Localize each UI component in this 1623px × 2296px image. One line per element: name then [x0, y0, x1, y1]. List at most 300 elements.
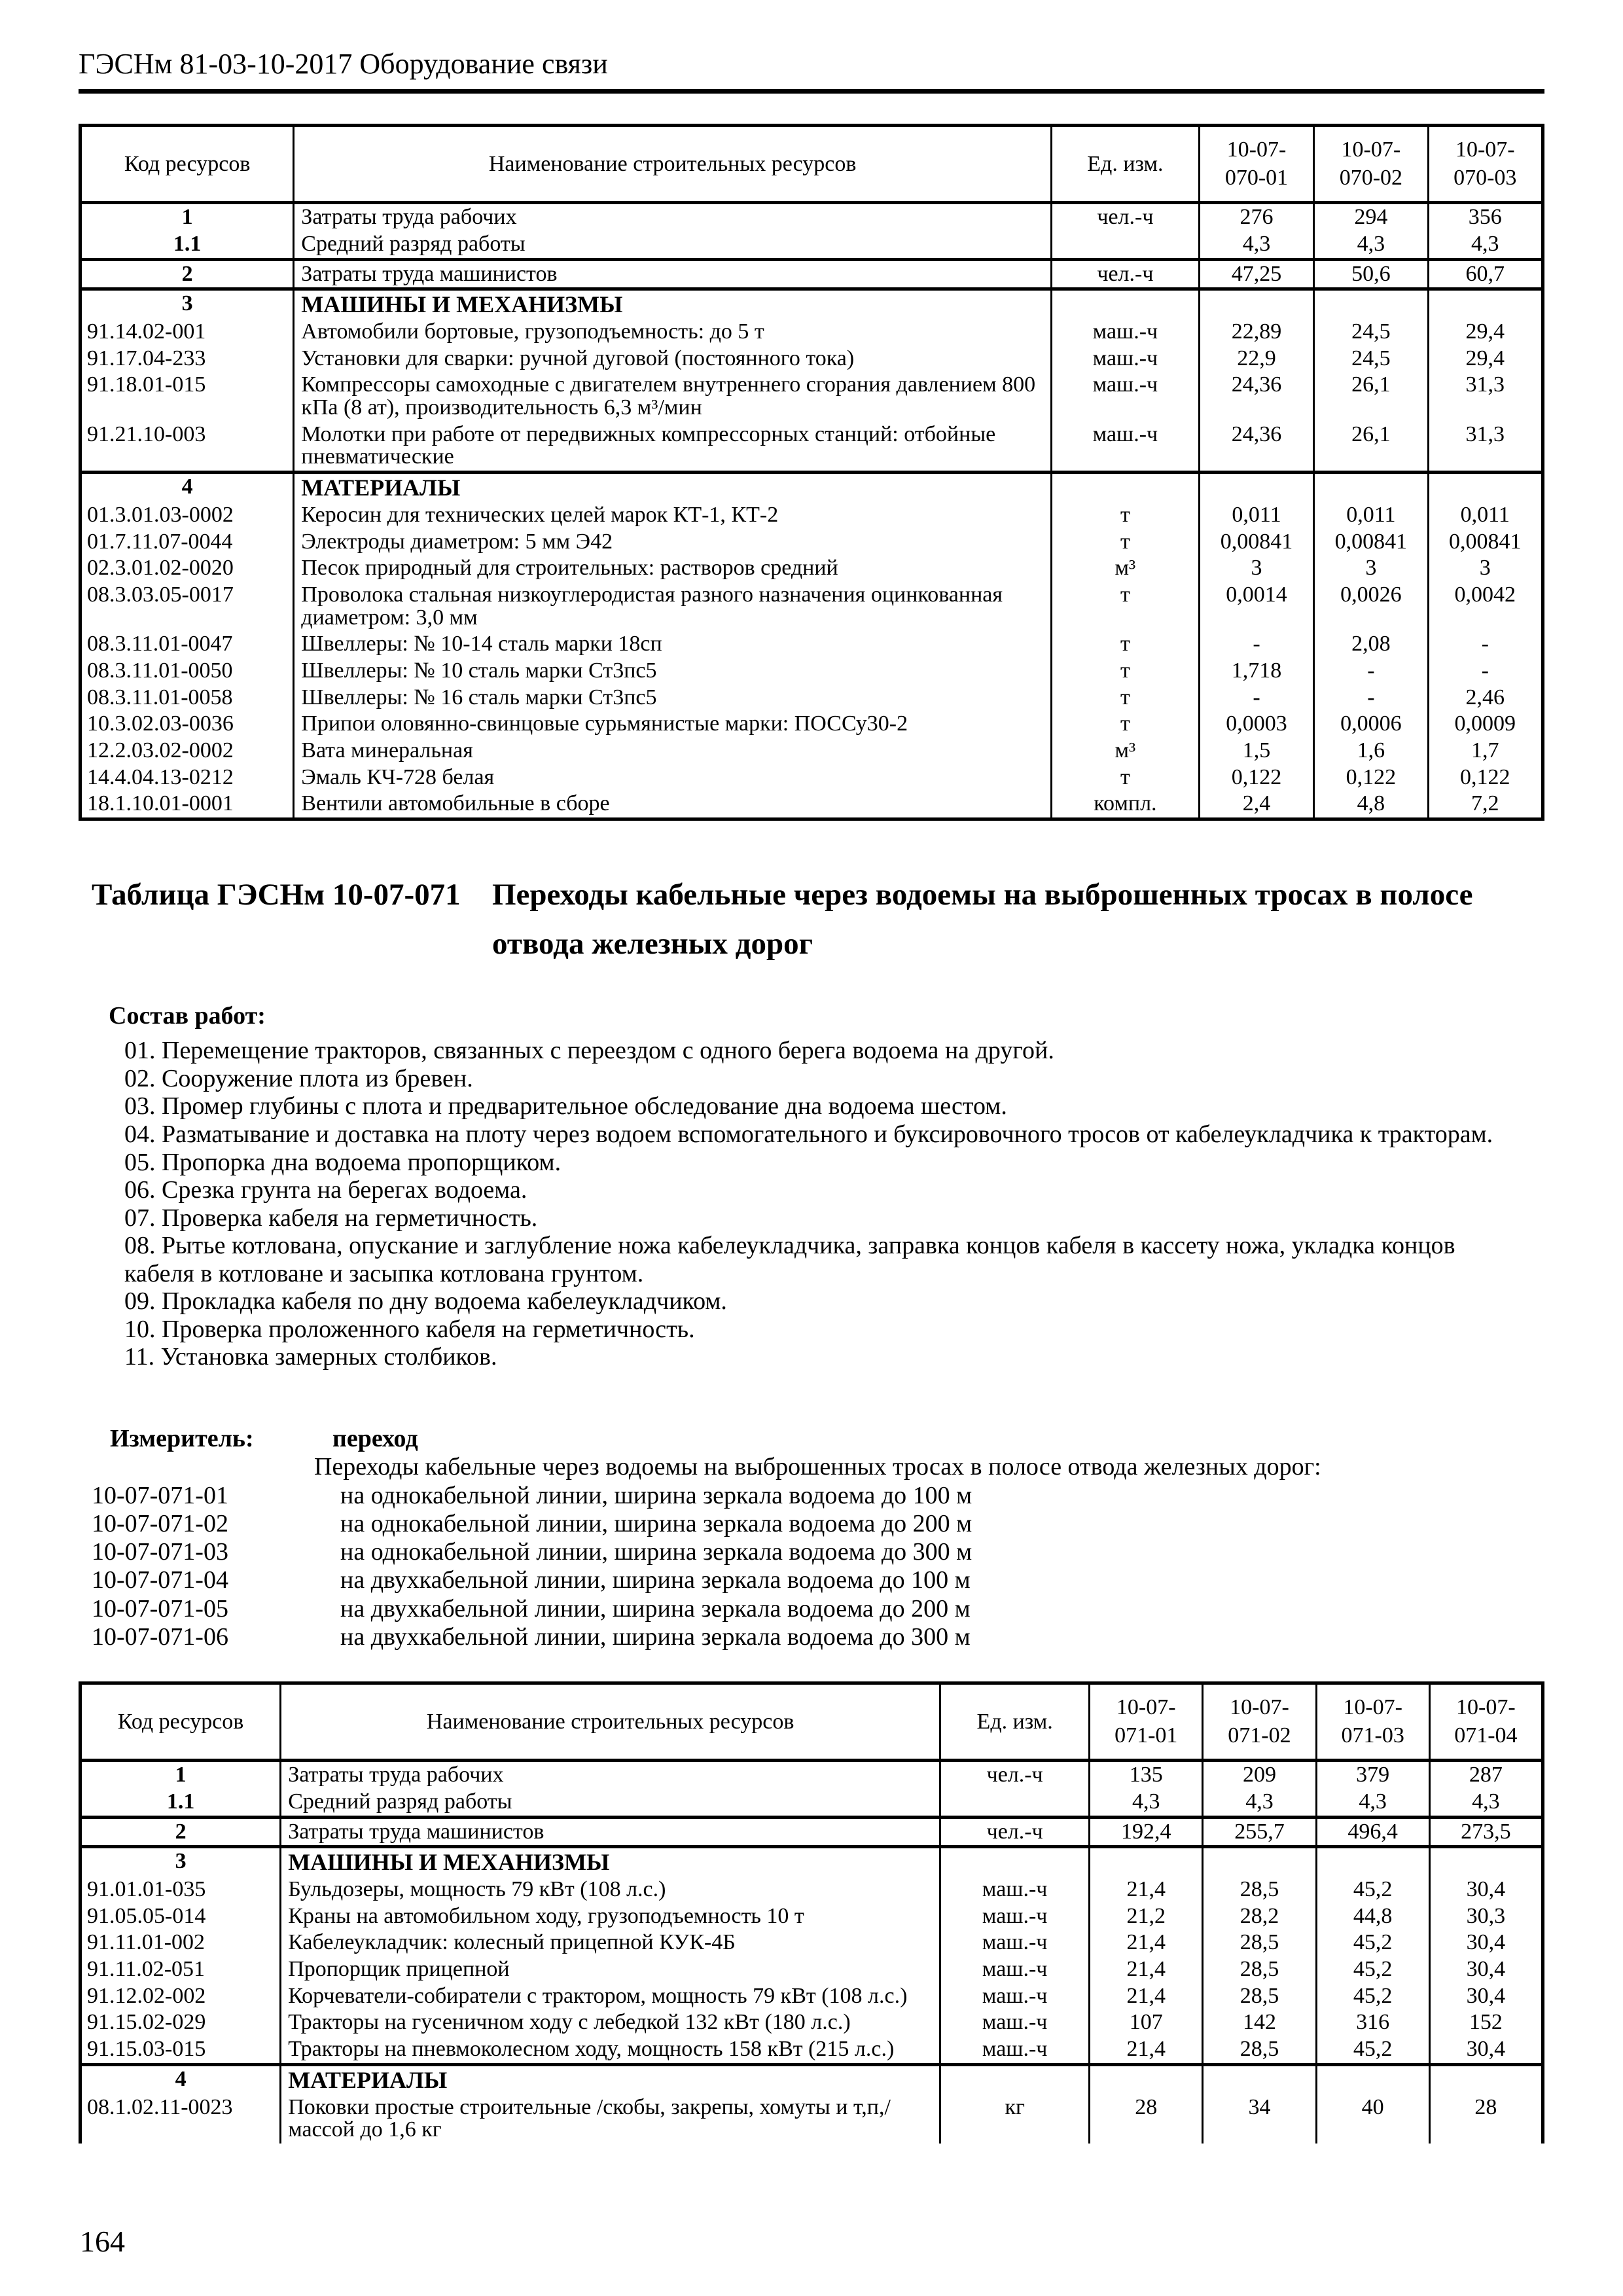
row-value: 2,46	[1428, 685, 1543, 711]
row-value: 45,2	[1316, 1929, 1429, 1956]
row-name: Пропорщик прицепной	[281, 1956, 940, 1983]
row-value: 21,4	[1090, 1983, 1203, 2010]
row-value: 0,122	[1314, 764, 1428, 791]
norm-code-line1: 10-07-	[1456, 1695, 1516, 1720]
column-header-unit: Ед. изм.	[940, 1683, 1090, 1761]
table-row	[80, 372, 1543, 421]
table-title-label: Таблица ГЭСНм 10-07-071	[92, 877, 461, 912]
resource-table-10-07-070	[79, 124, 1544, 821]
column-header-norm-code	[1428, 126, 1543, 203]
table-row	[80, 1761, 1543, 1789]
row-value: 1,6	[1314, 738, 1428, 764]
row-value: 0,0026	[1314, 582, 1428, 631]
row-name: МАШИНЫ И МЕХАНИЗМЫ	[294, 289, 1052, 319]
row-value: -	[1428, 631, 1543, 658]
table-title	[79, 870, 1544, 969]
variant-desc: на двухкабельной линии, ширина зеркала водоема до 100 м	[340, 1566, 971, 1594]
row-value: 24,5	[1314, 319, 1428, 346]
table-row	[80, 1789, 1543, 1817]
row-unit: м³	[1052, 738, 1200, 764]
row-unit: компл.	[1052, 791, 1200, 819]
norm-code-line1: 10-07-	[1343, 1695, 1402, 1720]
table-title-text: Переходы кабельные через водоемы на выброшенных тросах в полосе отвода железных дорог	[492, 877, 1473, 961]
row-value: 1,5	[1199, 738, 1313, 764]
row-value: 45,2	[1316, 1876, 1429, 1903]
table-row	[80, 1983, 1543, 2010]
row-code: 08.1.02.11-0023	[80, 2094, 281, 2144]
row-code: 91.21.10-003	[80, 422, 294, 473]
table-row	[80, 502, 1543, 529]
row-unit: маш.-ч	[1052, 422, 1200, 473]
row-code: 91.15.03-015	[80, 2036, 281, 2064]
table-row	[80, 231, 1543, 259]
variant-code: 10-07-071-03	[92, 1538, 228, 1566]
row-unit: т	[1052, 711, 1200, 738]
row-name: Бульдозеры, мощность 79 кВт (108 л.с.)	[281, 1876, 940, 1903]
row-value: 1,718	[1199, 658, 1313, 685]
row-value: 31,3	[1428, 372, 1543, 421]
variant-desc: на двухкабельной линии, ширина зеркала водоема до 300 м	[340, 1623, 971, 1651]
row-value: 496,4	[1316, 1817, 1429, 1847]
norm-variant-row	[79, 1510, 1544, 1538]
row-value: 30,4	[1429, 1876, 1543, 1903]
row-value: 44,8	[1316, 1903, 1429, 1930]
row-value: 4,3	[1314, 231, 1428, 259]
row-unit: чел.-ч	[1052, 259, 1200, 289]
norm-variant-row	[79, 1482, 1544, 1510]
row-value: 287	[1429, 1761, 1543, 1789]
row-name: Эмаль КЧ-728 белая	[294, 764, 1052, 791]
row-value	[1199, 473, 1313, 502]
row-value: 21,4	[1090, 1929, 1203, 1956]
row-unit: маш.-ч	[940, 2009, 1090, 2036]
variant-desc: на двухкабельной линии, ширина зеркала водоема до 200 м	[340, 1594, 971, 1623]
izmeritel-intro: Переходы кабельные через водоемы на выброшенных тросах в полосе отвода железных дорог:	[314, 1453, 1321, 1481]
row-value: 356	[1428, 203, 1543, 231]
row-unit: маш.-ч	[940, 2036, 1090, 2064]
variant-desc: на однокабельной линии, ширина зеркала водоема до 100 м	[340, 1481, 972, 1509]
row-value: 7,2	[1428, 791, 1543, 819]
row-value: 0,0009	[1428, 711, 1543, 738]
row-value: 135	[1090, 1761, 1203, 1789]
row-value: 21,4	[1090, 1876, 1203, 1903]
row-value: 45,2	[1316, 1983, 1429, 2010]
row-value: 0,00841	[1428, 529, 1543, 556]
izmeritel-intro-spacer	[79, 1453, 314, 1481]
norm-code-line1: 10-07-	[1226, 137, 1287, 162]
header-row	[80, 126, 1543, 203]
row-value: 0,0042	[1428, 582, 1543, 631]
row-value: 24,5	[1314, 346, 1428, 372]
row-code: 01.3.01.03-0002	[80, 502, 294, 529]
row-value: 24,36	[1199, 422, 1313, 473]
work-composition-list	[124, 1037, 1505, 1371]
variant-desc: на однокабельной линии, ширина зеркала водоема до 300 м	[340, 1538, 972, 1566]
row-value: 24,36	[1199, 372, 1313, 421]
row-name: МАШИНЫ И МЕХАНИЗМЫ	[281, 1847, 940, 1876]
row-value: 4,8	[1314, 791, 1428, 819]
row-value: 4,3	[1090, 1789, 1203, 1817]
row-value: 192,4	[1090, 1817, 1203, 1847]
row-name: Затраты труда рабочих	[294, 203, 1052, 231]
table-row	[80, 711, 1543, 738]
work-item: 03. Промер глубины с плота и предварительное обследование дна водоема шестом.	[124, 1092, 1007, 1121]
row-code: 12.2.03.02-0002	[80, 738, 294, 764]
column-header-name: Наименование строительных ресурсов	[281, 1683, 940, 1761]
row-value: 21,4	[1090, 2036, 1203, 2064]
row-code: 4	[80, 473, 294, 502]
row-code: 91.14.02-001	[80, 319, 294, 346]
row-name: Электроды диаметром: 5 мм Э42	[294, 529, 1052, 556]
table-row	[80, 658, 1543, 685]
column-header-norm-code	[1199, 126, 1313, 203]
row-name: Кабелеукладчик: колесный прицепной КУК-4Б	[281, 1929, 940, 1956]
row-unit: чел.-ч	[940, 1761, 1090, 1789]
column-header-norm-code	[1316, 1683, 1429, 1761]
row-value: 2,4	[1199, 791, 1313, 819]
table-row	[80, 1876, 1543, 1903]
row-value: 107	[1090, 2009, 1203, 2036]
row-value: 294	[1314, 203, 1428, 231]
table-row	[80, 346, 1543, 372]
work-item: 02. Сооружение плота из бревен.	[124, 1064, 473, 1092]
norm-code-line2: 070-02	[1339, 165, 1403, 190]
row-value: 28,5	[1203, 1983, 1316, 2010]
norm-code-line2: 071-01	[1115, 1723, 1178, 1748]
row-value: -	[1199, 685, 1313, 711]
row-value: 45,2	[1316, 1956, 1429, 1983]
table-row	[80, 319, 1543, 346]
column-header-code: Код ресурсов	[80, 126, 294, 203]
row-name: Песок природный для строительных: растворов средний	[294, 555, 1052, 582]
column-header-unit: Ед. изм.	[1052, 126, 1200, 203]
row-value: 29,4	[1428, 319, 1543, 346]
row-unit: кг	[940, 2094, 1090, 2144]
row-unit	[940, 1847, 1090, 1876]
norm-code-line2: 070-03	[1454, 165, 1517, 190]
row-value: 255,7	[1203, 1817, 1316, 1847]
row-value	[1314, 473, 1428, 502]
row-value: 40	[1316, 2094, 1429, 2144]
table-row	[80, 289, 1543, 319]
row-unit: маш.-ч	[1052, 372, 1200, 421]
row-code: 10.3.02.03-0036	[80, 711, 294, 738]
row-code: 91.01.01-035	[80, 1876, 281, 1903]
variant-code: 10-07-071-06	[92, 1623, 228, 1651]
column-header-code: Код ресурсов	[80, 1683, 281, 1761]
row-name: МАТЕРИАЛЫ	[281, 2064, 940, 2094]
row-value: 273,5	[1429, 1817, 1543, 1847]
row-value	[1203, 2064, 1316, 2094]
column-header-norm-code	[1090, 1683, 1203, 1761]
row-code: 3	[80, 289, 294, 319]
row-value: 4,3	[1199, 231, 1313, 259]
row-value: 3	[1314, 555, 1428, 582]
row-value: 0,0003	[1199, 711, 1313, 738]
row-value: 28,5	[1203, 1929, 1316, 1956]
row-unit: т	[1052, 502, 1200, 529]
row-value: 21,2	[1090, 1903, 1203, 1930]
row-unit: маш.-ч	[1052, 346, 1200, 372]
row-value: 316	[1316, 2009, 1429, 2036]
work-item: 06. Срезка грунта на берегах водоема.	[124, 1176, 527, 1204]
resource-table-10-07-071	[79, 1681, 1544, 2144]
row-name: Установки для сварки: ручной дуговой (постоянного тока)	[294, 346, 1052, 372]
row-unit: м³	[1052, 555, 1200, 582]
row-name: Припои оловянно-свинцовые сурьмянистые марки: ПОССу30-2	[294, 711, 1052, 738]
row-value: 30,4	[1429, 1956, 1543, 1983]
row-unit: чел.-ч	[1052, 203, 1200, 231]
page-number: 164	[80, 2225, 125, 2258]
row-name: Швеллеры: № 16 сталь марки Ст3пс5	[294, 685, 1052, 711]
work-item: 10. Проверка проложенного кабеля на герметичность.	[124, 1315, 695, 1343]
row-value	[1316, 1847, 1429, 1876]
table-row	[80, 631, 1543, 658]
row-code: 08.3.11.01-0047	[80, 631, 294, 658]
row-name: Тракторы на гусеничном ходу с лебедкой 132 кВт (180 л.с.)	[281, 2009, 940, 2036]
table-row	[80, 2036, 1543, 2064]
row-code: 91.11.01-002	[80, 1929, 281, 1956]
norm-code-line2: 071-03	[1341, 1723, 1404, 1748]
norm-code-line2: 071-02	[1228, 1723, 1291, 1748]
row-value: 379	[1316, 1761, 1429, 1789]
row-value: 2,08	[1314, 631, 1428, 658]
row-unit: маш.-ч	[940, 1903, 1090, 1930]
row-code: 91.18.01-015	[80, 372, 294, 421]
row-value: 30,3	[1429, 1903, 1543, 1930]
row-unit	[940, 2064, 1090, 2094]
norm-variant-row	[79, 1566, 1544, 1594]
row-value: 0,00841	[1199, 529, 1313, 556]
header-rule	[79, 89, 1544, 94]
row-code: 1	[80, 203, 294, 231]
table-row	[80, 738, 1543, 764]
row-value: 31,3	[1428, 422, 1543, 473]
row-value: 30,4	[1429, 1929, 1543, 1956]
norm-code-line1: 10-07-	[1116, 1695, 1176, 1720]
row-value: 28,5	[1203, 1876, 1316, 1903]
row-name: Затраты труда рабочих	[281, 1761, 940, 1789]
row-code: 2	[80, 259, 294, 289]
row-name: Проволока стальная низкоуглеродистая разного назначения оцинкованная диаметром: 3,0 мм	[294, 582, 1052, 631]
norm-variant-list	[79, 1482, 1544, 1652]
work-item: 04. Разматывание и доставка на плоту через водоем вспомогательного и буксировочного тросов от кабелеукладчика к тракторам.	[124, 1120, 1493, 1148]
row-value: 29,4	[1428, 346, 1543, 372]
row-value: 4,3	[1316, 1789, 1429, 1817]
row-unit: маш.-ч	[1052, 319, 1200, 346]
table-row	[80, 764, 1543, 791]
row-code: 91.15.02-029	[80, 2009, 281, 2036]
row-code: 1.1	[80, 231, 294, 259]
norm-variant-row	[79, 1623, 1544, 1651]
column-header-norm-code	[1203, 1683, 1316, 1761]
table-row	[80, 2064, 1543, 2094]
work-item: 11. Установка замерных столбиков.	[124, 1343, 497, 1371]
row-name: Краны на автомобильном ходу, грузоподъемность 10 т	[281, 1903, 940, 1930]
row-value: 50,6	[1314, 259, 1428, 289]
table-row	[80, 1817, 1543, 1847]
row-name: Вентили автомобильные в сборе	[294, 791, 1052, 819]
row-unit: маш.-ч	[940, 1929, 1090, 1956]
row-value: 152	[1429, 2009, 1543, 2036]
row-value	[1428, 289, 1543, 319]
row-name: Швеллеры: № 10 сталь марки Ст3пс5	[294, 658, 1052, 685]
row-code: 1.1	[80, 1789, 281, 1817]
row-name: Корчеватели-собиратели с трактором, мощность 79 кВт (108 л.с.)	[281, 1983, 940, 2010]
norm-code-line2: 070-01	[1224, 165, 1289, 190]
variant-code: 10-07-071-04	[92, 1566, 228, 1594]
table-row	[80, 1956, 1543, 1983]
table-row	[80, 582, 1543, 631]
header-row	[80, 1683, 1543, 1761]
table-row	[80, 685, 1543, 711]
row-value	[1429, 1847, 1543, 1876]
row-value: 4,3	[1428, 231, 1543, 259]
row-name: Вата минеральная	[294, 738, 1052, 764]
variant-desc: на однокабельной линии, ширина зеркала водоема до 200 м	[340, 1509, 972, 1537]
row-unit: чел.-ч	[940, 1817, 1090, 1847]
table-row	[80, 2009, 1543, 2036]
row-value: -	[1314, 685, 1428, 711]
work-item: 01. Перемещение тракторов, связанных с переездом с одного берега водоема на другой.	[124, 1037, 1054, 1065]
row-value: 0,122	[1199, 764, 1313, 791]
row-value	[1203, 1847, 1316, 1876]
row-value: 4,3	[1203, 1789, 1316, 1817]
row-value: 28,5	[1203, 2036, 1316, 2064]
row-value	[1316, 2064, 1429, 2094]
row-value: 28	[1429, 2094, 1543, 2144]
row-unit	[1052, 289, 1200, 319]
table-row	[80, 555, 1543, 582]
row-value: 26,1	[1314, 372, 1428, 421]
row-value: 0,0006	[1314, 711, 1428, 738]
row-value: 26,1	[1314, 422, 1428, 473]
row-value: 45,2	[1316, 2036, 1429, 2064]
row-unit: маш.-ч	[940, 1983, 1090, 2010]
row-code: 91.11.02-051	[80, 1956, 281, 1983]
row-value: 28,5	[1203, 1956, 1316, 1983]
table-row	[80, 1929, 1543, 1956]
row-value: -	[1199, 631, 1313, 658]
row-unit: т	[1052, 631, 1200, 658]
row-value: 3	[1428, 555, 1543, 582]
row-value: 209	[1203, 1761, 1316, 1789]
row-code: 08.3.11.01-0050	[80, 658, 294, 685]
norm-code-line2: 071-04	[1454, 1723, 1518, 1748]
row-value: -	[1428, 658, 1543, 685]
row-name: Поковки простые строительные /скобы, закрепы, хомуты и т,п,/ массой до 1,6 кг	[281, 2094, 940, 2144]
row-name: Швеллеры: № 10-14 сталь марки 18сп	[294, 631, 1052, 658]
row-name: МАТЕРИАЛЫ	[294, 473, 1052, 502]
variant-code: 10-07-071-05	[92, 1594, 228, 1623]
row-code: 08.3.03.05-0017	[80, 582, 294, 631]
row-value: 30,4	[1429, 2036, 1543, 2064]
variant-code: 10-07-071-01	[92, 1481, 228, 1509]
column-header-name: Наименование строительных ресурсов	[294, 126, 1052, 203]
row-value	[1090, 2064, 1203, 2094]
row-name: Молотки при работе от передвижных компрессорных станций: отбойные пневматические	[294, 422, 1052, 473]
row-value: 22,9	[1199, 346, 1313, 372]
row-value: 0,00841	[1314, 529, 1428, 556]
izmeritel-section	[79, 1425, 1544, 1652]
izmeritel-value: переход	[332, 1424, 418, 1452]
row-unit: т	[1052, 582, 1200, 631]
row-value: 28,2	[1203, 1903, 1316, 1930]
row-code: 18.1.10.01-0001	[80, 791, 294, 819]
row-code: 2	[80, 1817, 281, 1847]
row-code: 91.05.05-014	[80, 1903, 281, 1930]
work-item: 09. Прокладка кабеля по дну водоема кабелеукладчиком.	[124, 1287, 727, 1316]
row-code: 1	[80, 1761, 281, 1789]
row-value	[1428, 473, 1543, 502]
work-composition-heading: Состав работ:	[109, 1002, 266, 1030]
row-unit	[1052, 473, 1200, 502]
table-row	[80, 791, 1543, 819]
table-row	[80, 1847, 1543, 1876]
row-value: 21,4	[1090, 1956, 1203, 1983]
row-code: 08.3.11.01-0058	[80, 685, 294, 711]
row-value: 0,011	[1428, 502, 1543, 529]
table-row	[80, 1903, 1543, 1930]
row-value: 0,0014	[1199, 582, 1313, 631]
norm-code-line1: 10-07-	[1341, 137, 1401, 162]
work-item: 08. Рытье котлована, опускание и заглубление ножа кабелеукладчика, заправка концов кабеля в кассету ножа, укладка концов кабеля в котловане и засыпка котлована грунтом.	[124, 1232, 1455, 1287]
row-unit: т	[1052, 529, 1200, 556]
row-name: Затраты труда машинистов	[281, 1817, 940, 1847]
column-header-norm-code	[1429, 1683, 1543, 1761]
row-value: 34	[1203, 2094, 1316, 2144]
table-row	[80, 259, 1543, 289]
row-value	[1314, 289, 1428, 319]
row-code: 01.7.11.07-0044	[80, 529, 294, 556]
work-item: 05. Пропорка дна водоема пропорщиком.	[124, 1148, 562, 1176]
row-name: Средний разряд работы	[281, 1789, 940, 1817]
table-row	[80, 203, 1543, 231]
row-value: 4,3	[1429, 1789, 1543, 1817]
table-row	[80, 422, 1543, 473]
row-name: Средний разряд работы	[294, 231, 1052, 259]
row-name: Компрессоры самоходные с двигателем внутреннего сгорания давлением 800 кПа (8 ат), производительность 6,3 м³/мин	[294, 372, 1052, 421]
row-value: 28	[1090, 2094, 1203, 2144]
row-value	[1090, 1847, 1203, 1876]
row-value: 22,89	[1199, 319, 1313, 346]
document-header: ГЭСНм 81-03-10-2017 Оборудование связи	[79, 48, 608, 80]
row-code: 14.4.04.13-0212	[80, 764, 294, 791]
row-unit: т	[1052, 685, 1200, 711]
row-value: 0,122	[1428, 764, 1543, 791]
norm-variant-row	[79, 1538, 1544, 1566]
row-unit: т	[1052, 658, 1200, 685]
row-value: 60,7	[1428, 259, 1543, 289]
row-unit: маш.-ч	[940, 1956, 1090, 1983]
row-code: 4	[80, 2064, 281, 2094]
row-value: 47,25	[1199, 259, 1313, 289]
row-value: 30,4	[1429, 1983, 1543, 2010]
row-value: -	[1314, 658, 1428, 685]
izmeritel-intro-row	[79, 1453, 1544, 1481]
row-name: Керосин для технических целей марок КТ-1, КТ-2	[294, 502, 1052, 529]
row-unit	[940, 1789, 1090, 1817]
row-value: 142	[1203, 2009, 1316, 2036]
row-code: 91.12.02-002	[80, 1983, 281, 2010]
row-unit	[1052, 231, 1200, 259]
row-unit: маш.-ч	[940, 1876, 1090, 1903]
table-row	[80, 2094, 1543, 2144]
table-row	[80, 473, 1543, 502]
row-value: 0,011	[1199, 502, 1313, 529]
row-name: Затраты труда машинистов	[294, 259, 1052, 289]
table-row	[80, 529, 1543, 556]
